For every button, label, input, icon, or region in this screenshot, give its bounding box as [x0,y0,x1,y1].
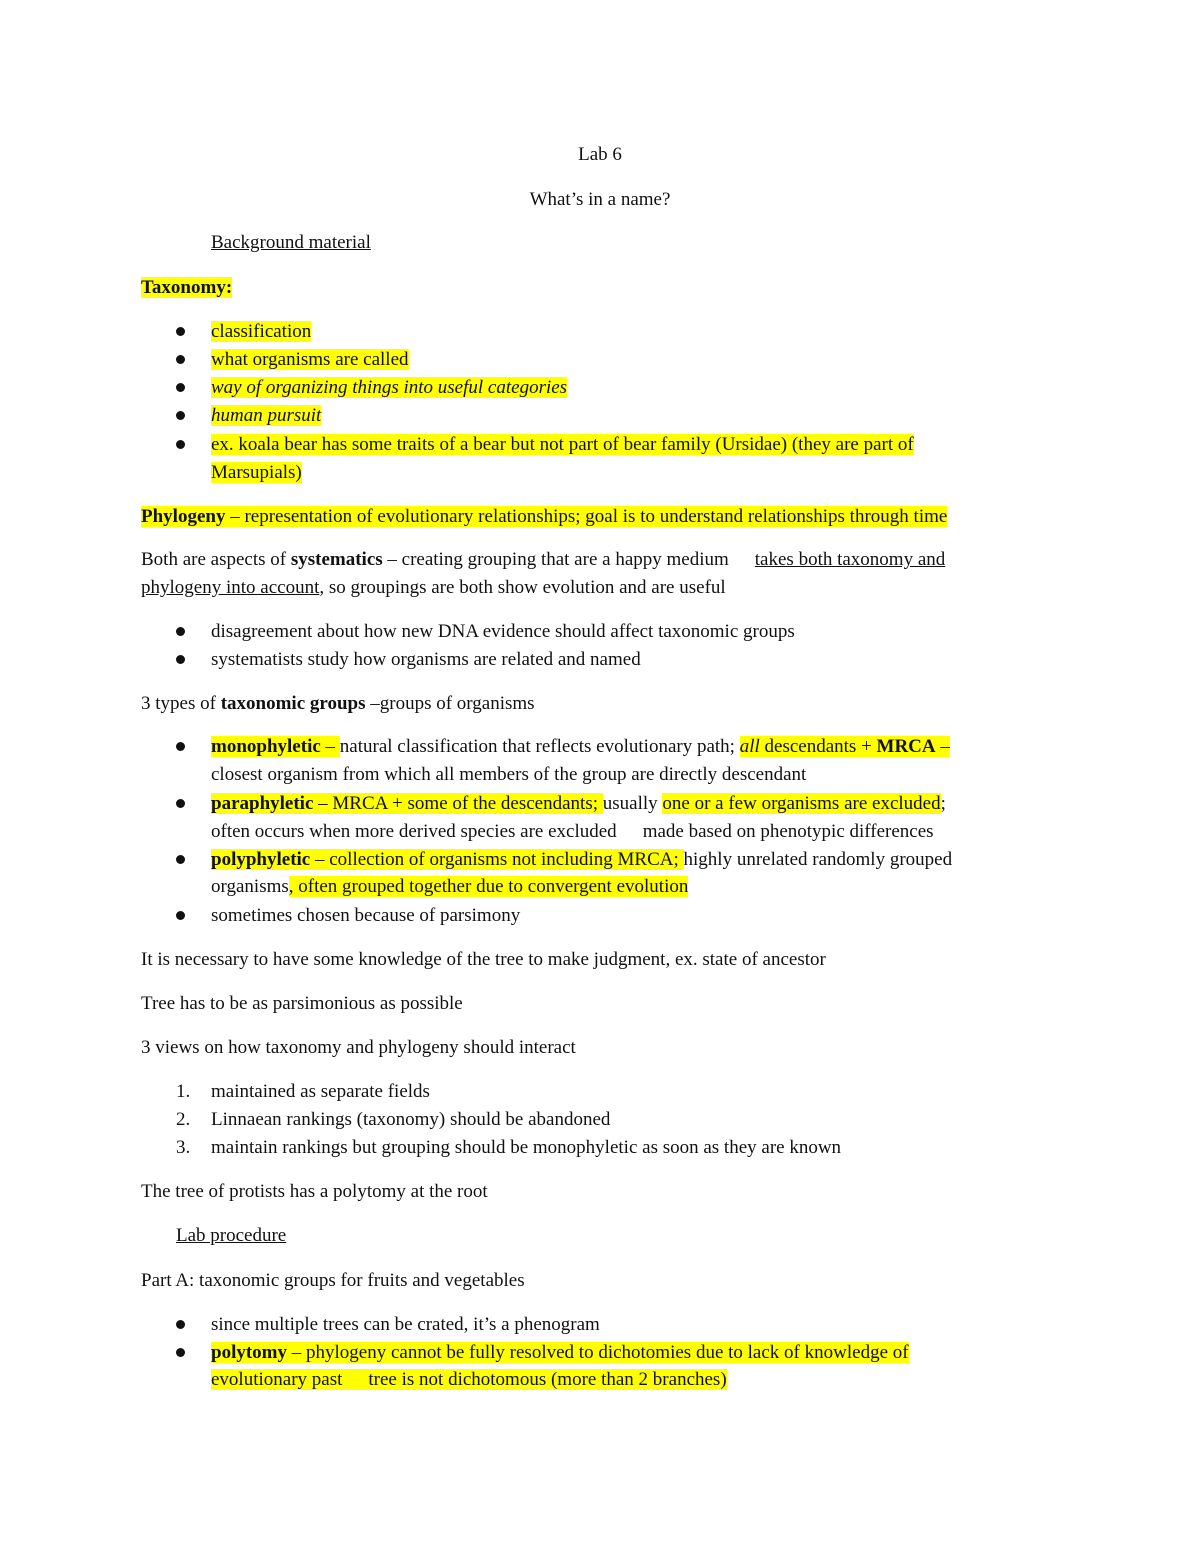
taxonomic-groups-intro: 3 types of taxonomic groups –groups of organisms [141,693,535,714]
list-number: 1. [176,1081,191,1102]
list-item-continued: often occurs when more derived species are excluded made based on phenotypic differences [211,821,934,842]
bullet-icon [176,911,185,920]
bullet-icon [176,383,185,392]
list-number: 2. [176,1109,191,1130]
numbered-item: maintained as separate fields [211,1081,430,1102]
paragraph: Part A: taxonomic groups for fruits and vegetables [141,1270,525,1291]
list-item-paraphyletic: paraphyletic – MRCA + some of the descendants; usually one or a few organisms are excluded; [211,793,946,814]
list-item: what organisms are called [211,349,409,370]
list-item: disagreement about how new DNA evidence should affect taxonomic groups [211,621,795,642]
list-item-continued: Marsupials) [211,462,302,483]
systematics-paragraph-continued: phylogeny into account, so groupings are both show evolution and are useful [141,577,726,598]
bullet-icon [176,655,185,664]
paragraph: Tree has to be as parsimonious as possible [141,993,463,1014]
list-item-polytomy: polytomy – phylogeny cannot be fully resolved to dichotomies due to lack of knowledge of [211,1342,909,1363]
bullet-icon [176,327,185,336]
paragraph: 3 views on how taxonomy and phylogeny should interact [141,1037,576,1058]
list-item: human pursuit [211,405,322,426]
taxonomy-heading: Taxonomy: [141,277,233,298]
list-item-continued: organisms, often grouped together due to convergent evolution [211,876,689,897]
list-item-continued: closest organism from which all members of the group are directly descendant [211,764,807,785]
list-item: since multiple trees can be crated, it’s a phenogram [211,1314,600,1335]
list-item-monophyletic: monophyletic – natural classification that reflects evolutionary path; all descendants + MRCA – [211,736,950,757]
bullet-icon [176,799,185,808]
numbered-item: maintain rankings but grouping should be monophyletic as soon as they are known [211,1137,842,1158]
bullet-icon [176,411,185,420]
list-item: way of organizing things into useful categories [211,377,568,398]
bullet-icon [176,1320,185,1329]
bullet-icon [176,1348,185,1357]
bullet-icon [176,440,185,449]
list-item-polyphyletic: polyphyletic – collection of organisms not including MRCA; highly unrelated randomly grouped [211,849,953,870]
systematics-paragraph: Both are aspects of systematics – creating grouping that are a happy medium takes both taxonomy and [141,549,946,570]
list-item: ex. koala bear has some traits of a bear but not part of bear family (Ursidae) (they are part of [211,434,914,455]
section-heading-lab-procedure: Lab procedure [176,1225,287,1246]
bullet-icon [176,627,185,636]
bullet-icon [176,855,185,864]
paragraph: The tree of protists has a polytomy at the root [141,1181,488,1202]
bullet-icon [176,742,185,751]
list-item-continued: evolutionary past tree is not dichotomous (more than 2 branches) [211,1369,727,1390]
list-item: classification [211,321,312,342]
section-heading-background: Background material [211,232,371,253]
list-item: systematists study how organisms are related and named [211,649,641,670]
document-title: Lab 6 [578,144,622,165]
phylogeny-definition: Phylogeny – representation of evolutionary relationships; goal is to understand relationships through time [141,506,948,527]
numbered-item: Linnaean rankings (taxonomy) should be abandoned [211,1109,611,1130]
list-item: sometimes chosen because of parsimony [211,905,521,926]
document-subtitle: What’s in a name? [529,189,671,210]
list-number: 3. [176,1137,191,1158]
bullet-icon [176,355,185,364]
paragraph: It is necessary to have some knowledge of the tree to make judgment, ex. state of ancestor [141,949,826,970]
